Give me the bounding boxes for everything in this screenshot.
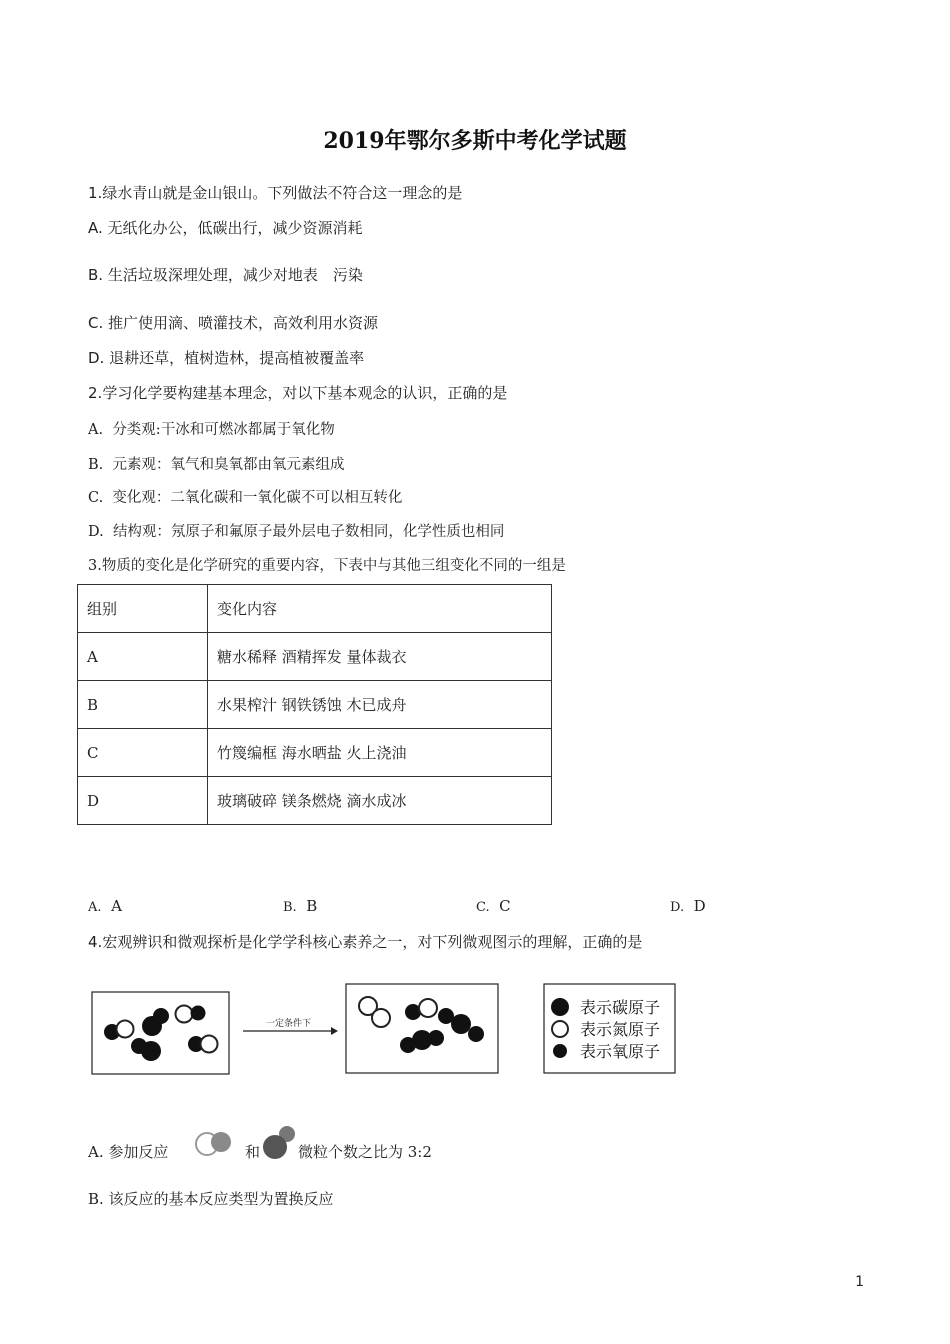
q4-option-a-prefix: A. 参加反应 <box>88 1143 169 1161</box>
q1-stem: 1.绿水青山就是金山银山。下列做法不符合这一理念的是 <box>88 184 463 202</box>
table-row <box>78 681 552 729</box>
co-molecule-icon <box>259 1123 299 1161</box>
n2-molecule-icon <box>190 1127 240 1161</box>
oxygen-atom <box>468 1026 484 1042</box>
table-cell: C <box>78 729 208 777</box>
table-cell: 糖水稀释 酒精挥发 量体裁衣 <box>208 633 552 681</box>
nitrogen-atom <box>176 1006 193 1023</box>
oxygen-atom <box>153 1008 169 1024</box>
table-cell: B <box>78 681 208 729</box>
legend-nitrogen-label: 表示氮原子 <box>580 1020 661 1039</box>
q2-option-d: D. 结构观：氖原子和氟原子最外层电子数相同，化学性质也相同 <box>88 524 505 540</box>
nitrogen-atom <box>201 1036 218 1053</box>
q4-option-b: B. 该反应的基本反应类型为置换反应 <box>88 1190 334 1208</box>
page-title: 2019年鄂尔多斯中考化学试题 <box>323 128 627 154</box>
legend-nitrogen-icon <box>552 1021 568 1037</box>
q3-option-a: A. A <box>88 897 122 915</box>
nitrogen-atom <box>419 999 437 1017</box>
table-header: 变化内容 <box>208 585 552 633</box>
q3-table <box>77 584 552 825</box>
table-row <box>78 633 552 681</box>
q1-option-b: B. 生活垃圾深埋处理，减少对地表 污染 <box>88 266 363 284</box>
q3-option-d: D. D <box>670 897 706 915</box>
q3-stem: 3.物质的变化是化学研究的重要内容，下表中与其他三组变化不同的一组是 <box>88 558 566 574</box>
oxygen-atom <box>428 1030 444 1046</box>
q4-option-a-and: 和 <box>245 1143 261 1161</box>
table-cell: A <box>78 633 208 681</box>
legend-oxygen-label: 表示氧原子 <box>580 1042 661 1061</box>
nitrogen-atom <box>117 1021 134 1038</box>
table-cell: D <box>78 777 208 825</box>
reaction-arrow-head <box>331 1027 338 1035</box>
molecule-reaction-diagram <box>88 980 688 1080</box>
arrow-label: 一定条件下 <box>266 1019 312 1029</box>
legend-oxygen-icon <box>553 1044 567 1058</box>
q2-option-c: C. 变化观：二氧化碳和一氧化碳不可以相互转化 <box>88 490 403 506</box>
q2-option-a: A. 分类观:干冰和可燃冰都属于氧化物 <box>88 422 335 438</box>
q4-stem: 4.宏观辨识和微观探析是化学学科核心素养之一，对下列微观图示的理解，正确的是 <box>88 933 643 951</box>
carbon-atom <box>141 1041 161 1061</box>
q2-option-b: B. 元素观：氧气和臭氧都由氧元素组成 <box>88 457 345 473</box>
q2-stem: 2.学习化学要构建基本理念，对以下基本观念的认识，正确的是 <box>88 384 508 402</box>
table-cell: 竹篾编框 海水晒盐 火上浇油 <box>208 729 552 777</box>
table-cell: 水果榨汁 钢铁锈蚀 木已成舟 <box>208 681 552 729</box>
table-row <box>78 777 552 825</box>
q1-option-c: C. 推广使用滴、喷灌技术，高效利用水资源 <box>88 314 379 332</box>
carbon-atom <box>451 1014 471 1034</box>
table-header-row <box>78 585 552 633</box>
q3-option-b: B. B <box>283 897 318 915</box>
page-number: 1 <box>855 1274 864 1290</box>
q1-option-d: D. 退耕还草，植树造林，提高植被覆盖率 <box>88 349 365 367</box>
q1-option-a: A. 无纸化办公，低碳出行，减少资源消耗 <box>88 219 363 237</box>
q3-option-c: C. C <box>476 897 511 915</box>
nitrogen-atom <box>372 1009 390 1027</box>
oxygen-atom <box>191 1006 206 1021</box>
table-cell: 玻璃破碎 镁条燃烧 滴水成冰 <box>208 777 552 825</box>
q4-option-a-suffix: 微粒个数之比为 3:2 <box>298 1143 432 1161</box>
legend-carbon-label: 表示碳原子 <box>580 998 661 1017</box>
legend-carbon-icon <box>551 998 569 1016</box>
table-row <box>78 729 552 777</box>
table-header: 组别 <box>78 585 208 633</box>
